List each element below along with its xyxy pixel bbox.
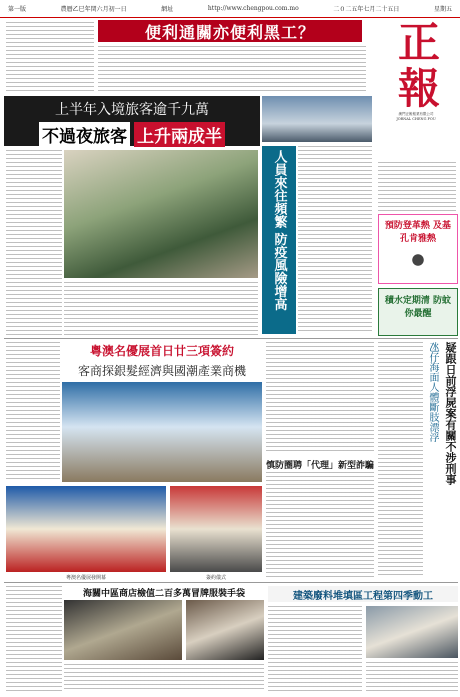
masthead-subtitle: 澳門正報報業有限公司 bbox=[398, 112, 434, 116]
article-text-block bbox=[298, 146, 372, 334]
article-text-block bbox=[6, 22, 94, 94]
lead-headline: 便利通關亦便利黑工？ bbox=[98, 20, 362, 42]
page-number: 第一版 bbox=[8, 6, 27, 13]
page-header-bar bbox=[0, 0, 460, 18]
expo-opening-photo bbox=[6, 486, 166, 572]
article-text-block bbox=[64, 664, 264, 692]
lunar-date: 農曆乙巳年閏六月初一日 bbox=[60, 6, 127, 13]
construction-photo bbox=[366, 606, 458, 658]
newspaper-logo: 正報 bbox=[392, 20, 441, 112]
article-text-block bbox=[6, 150, 62, 336]
tourism-headline-black: 不過夜旅客 bbox=[39, 122, 130, 147]
side-story-vertical-headline: 人員來往頻繁 防疫風險增高 bbox=[262, 146, 296, 334]
article-text-block bbox=[64, 282, 258, 336]
article-text-block bbox=[266, 472, 374, 578]
article-text-block bbox=[268, 606, 362, 692]
tourism-headline-red: 上升兩成半 bbox=[134, 122, 225, 147]
tourism-headline-block bbox=[4, 96, 260, 146]
article-text-block bbox=[266, 342, 374, 454]
border-story-headline: 海關中區商店檢值二百多萬冒牌服裝手袋 bbox=[82, 589, 245, 599]
article-text-block bbox=[366, 662, 458, 692]
website-label: 網址 bbox=[161, 6, 174, 13]
construction-headline: 建築廢料堆填區工程第四季動工 bbox=[268, 586, 458, 602]
goods-photo bbox=[186, 600, 264, 660]
signing-photo bbox=[170, 486, 262, 572]
meeting-photo bbox=[262, 96, 372, 142]
expo-caption-2: 簽約儀式 bbox=[205, 575, 226, 581]
health-promo-2: 積水定期清 防蚊你最醒 bbox=[378, 288, 458, 336]
article-text-block bbox=[6, 586, 62, 692]
article-text-block bbox=[6, 342, 60, 482]
issue-date: 二０二五年七月二十五日 bbox=[333, 6, 400, 13]
divider bbox=[4, 582, 458, 583]
expo-caption-1: 粵澳名優展發開幕 bbox=[65, 575, 106, 581]
masthead bbox=[374, 20, 458, 160]
customs-photo bbox=[64, 600, 182, 660]
article-text-block bbox=[98, 46, 366, 92]
mosquito-icon bbox=[403, 249, 433, 271]
masthead-info bbox=[378, 162, 456, 212]
expo-photo bbox=[62, 382, 262, 482]
middle-column-headline: 慎防圈聘「代理」新型詐騙 bbox=[266, 461, 375, 471]
expo-headline-block: 粵澳名優展首日廿三項簽約 客商探銀髮經濟與國潮產業商機 bbox=[77, 344, 246, 378]
tourists-photo bbox=[64, 150, 258, 278]
website-url[interactable]: http://www.chengpou.com.mo bbox=[207, 5, 299, 12]
divider bbox=[4, 338, 458, 339]
weekday: 星期五 bbox=[433, 6, 452, 13]
health-promo-1: 預防登革熱 及基孔肯雅熱 bbox=[378, 214, 458, 284]
masthead-romanized: JORNAL CHENG POU bbox=[396, 116, 436, 121]
tourism-kicker: 上半年入境旅客逾千九萬 bbox=[55, 102, 209, 118]
court-story-block: 疑跟日前浮屍案有關不涉刑事 氹仔海面人體斷肢漂浮 bbox=[378, 342, 458, 578]
